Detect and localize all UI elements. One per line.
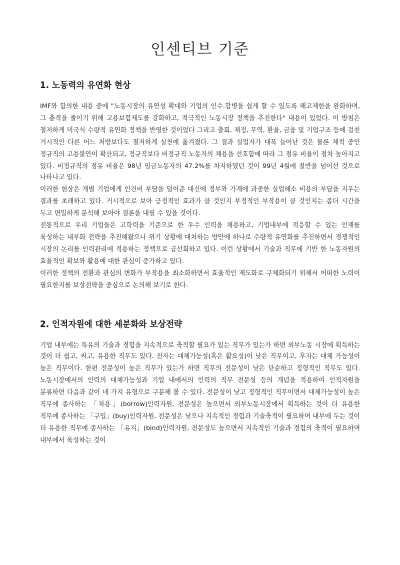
- section-1-paragraph-2: 이러한 현상은 개별 기업에게 인건비 부담을 덜어준 대신에 정부와 가계에 과중한 실업해소 비용의 부담을 지우는 결과를 초래하고 있다. 거시적으로 보아 긍정적인 효과가 클 것인지 부정적인 부작용이 클 것인지는 좀더 시간을 두고 면밀하게 분석해 보아야 결론을 내릴 수 있을 것이다.: [40, 185, 360, 218]
- section-1-paragraph-3: 전통적으로 우리 기업들은 고학력을 기준으로 한 우수 인력을 채용하고, 기업내부에 적응할 수 있는 인재를 육성하는 내부화 전략을 추진해왔으나 위기 상황에 대처하는 방안에 하나로 수량적 유연화를 추진하면서 경쟁적인 시장의 논리를 인력관리에 적용하는 정책으로 급선회하고 있다. 이런 상황에서 기술과 직무에 기반 한 노동자원의 효율적인 확보와 활용에 대한 관심이 증가하고 있다.: [40, 221, 360, 265]
- document-title: 인센티브 기준: [150, 40, 250, 58]
- section-1-paragraph-4: 이러한 정책의 전환과 관심의 변화가 부작용을 최소화하면서 효율적인 제도화로 구체화되기 위해서 어떠한 노력이 필요한지를 보상전략을 중심으로 논의해 보기로 한다.: [40, 268, 360, 289]
- section-2: [40, 318, 360, 447]
- section-1-paragraph-1: IMF와 함의한 내용 중에 "노동시장의 유연성 확대와 기업의 인수.합병을 쉽게 할 수 있도록 해고제한을 완화하며, 그 충격을 줄이기 위해 고용보험제도를 강화하고, 적극적인 노동시장 정책을 추진한다" 내용이 있었다. 이 방침은 철저하게 미국식 수량적 유연화 정책을 반영한 것이었다 그리고 출회, 재정, 무역, 환율, 금융 및 기업구조 등에 걸친 거시적인 다른 어느 처방보다도 철저하게 실천에 옮겨졌다. 그 결과 실업자가 대폭 늘어난 것은 물론 제적 중인 정규직의 고용불안이 확산되고, 정규직보다 비정규직 노동자의 채용을 선호함에 따라 그 점유 비율이 점차 높아지고 있다. 비정규직의 점유 비율은 98년 임금노동자의 47.2%를 차지하였던 것이 99년 4월에 절반을 넘어선 것으로 나타나고 있다.: [40, 102, 360, 182]
- section-2-paragraph-1: 기업 내부에는 특유의 기술과 경험을 지속적으로 축적할 필요가 있는 직무가 있는가 하면 외부노동 시장에 획득하는 것이 더 쉽고, 싸고, 유용한 직무도 있다. 전자는 대체가능성(혹은 활요성)이 낮은 직무이고, 후자는 대체 가능성이 높은 직무이다. 한편 전문성이 높은 직무가 있는가 하면 직무의 전문성이 낮은 단순하고 정형적인 직무도 있다. 노동시장에서의 인력의 대체가능성과 기업 내에서의 인력의 직무 전문성 등의 개념을 적용하여 인적자원을 분류하면 다음과 같이 네 가지 유형으로 구분해 볼 수 있다. 전문성이 낮고 정형적인 직무이면서 대체가능성이 높은 직무에 종사하는 「차용」(borrow)인력자원, 전문성은 높으면서 외부노동시장에서 획득하는 것이 더 유용한 직무에 종사하는 「구입」(buy)인력자원, 전문성은 낮으나 지속적인 경험과 기술축적이 필요하며 내부에 두는 것이 더 유용한 직무에 종사하는 「유지」(bind)인력자원, 전문성도 높으면서 지속적인 기술과 경험의 축적이 필요하며 내부에서 육성하는 것이: [40, 340, 360, 444]
- section-1-heading: 1. 노동력의 유연화 현상: [40, 80, 131, 90]
- section-2-heading: 2. 인적자원에 대한 세분화와 보상전략: [40, 318, 183, 329]
- section-1: [40, 79, 360, 292]
